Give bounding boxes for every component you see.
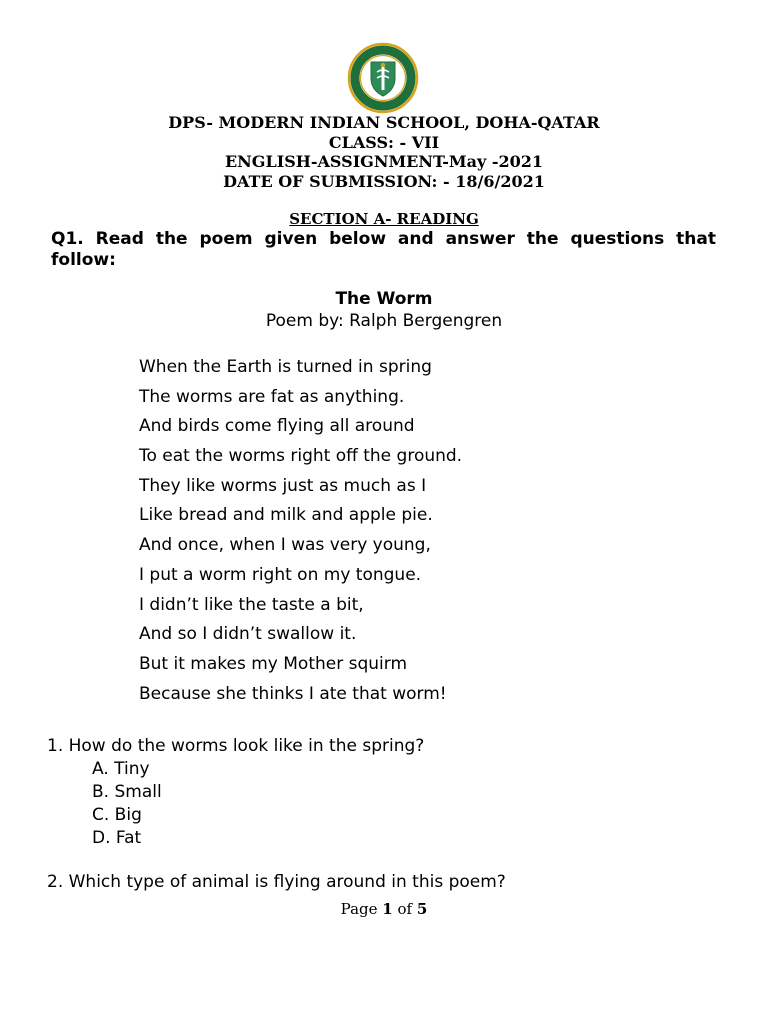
question-2-text: 2. Which type of animal is flying around in this poem? xyxy=(47,872,506,892)
poem-line: But it makes my Mother squirm xyxy=(139,653,408,674)
poem-line: Like bread and milk and apple pie. xyxy=(139,505,433,526)
assignment-title: ENGLISH-ASSIGNMENT-May -2021 xyxy=(224,152,544,171)
of-word: of xyxy=(397,900,413,918)
poem-line: I put a worm right on my tongue. xyxy=(139,564,422,585)
poem-line: When the Earth is turned in spring xyxy=(139,357,432,377)
page-footer xyxy=(0,900,768,918)
submission-date: DATE OF SUBMISSION: - 18/6/2021 xyxy=(223,171,545,191)
question-1-options xyxy=(92,759,162,851)
section-title: SECTION A- READING xyxy=(289,210,479,228)
poem-line: And birds come flying all around xyxy=(139,416,415,437)
option-a: A. Tiny xyxy=(92,759,150,779)
poem-line: To eat the worms right off the ground. xyxy=(139,446,463,467)
question-1-text: 1. How do the worms look like in the spring? xyxy=(47,736,425,756)
poem-line: I didn’t like the taste a bit, xyxy=(139,594,364,615)
page-current: 1 xyxy=(382,900,393,918)
page-word: Page xyxy=(340,900,378,918)
school-name: DPS- MODERN INDIAN SCHOOL, DOHA-QATAR xyxy=(168,113,600,132)
page-total: 5 xyxy=(416,900,428,918)
poem-line: The worms are fat as anything. xyxy=(139,386,405,407)
poem-line: And so I didn’t swallow it. xyxy=(139,624,357,645)
option-c: C. Big xyxy=(92,805,142,825)
question-1-instruction: Q1. Read the poem given below and answer the questions that follow: xyxy=(51,229,716,270)
poem-author: Poem by: Ralph Bergengren xyxy=(265,311,503,331)
poem-body xyxy=(139,355,462,711)
option-d: D. Fat xyxy=(92,828,142,848)
class-label: CLASS: - VII xyxy=(328,132,440,152)
poem-line: And once, when I was very young, xyxy=(139,535,431,556)
document-header xyxy=(0,113,768,191)
school-crest-icon xyxy=(347,42,419,114)
poem-line: Because she thinks I ate that worm! xyxy=(139,683,447,704)
poem-title: The Worm xyxy=(335,289,433,309)
poem-line: They like worms just as much as I xyxy=(139,475,427,496)
option-b: B. Small xyxy=(92,782,162,802)
